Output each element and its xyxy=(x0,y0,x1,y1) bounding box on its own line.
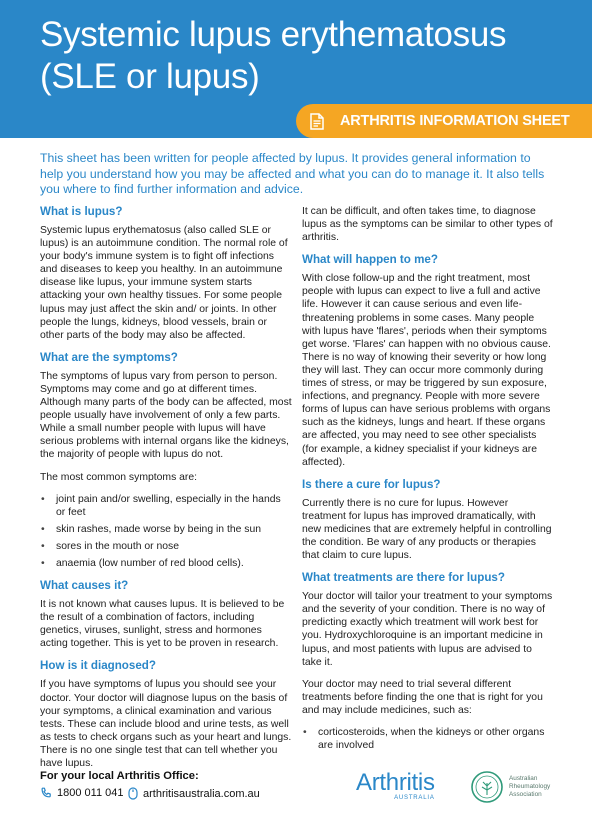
causes-text: It is not known what causes lupus. It is believed to be the result of a combination of factors, including genetics, viruses, sunlight, stress and hormones acting together. This is yet to be proven in research. xyxy=(40,599,285,650)
heading-cure: Is there a cure for lupus? xyxy=(302,477,441,491)
list-item: • corticosteroids, when the kidneys or other organs are involved xyxy=(302,726,554,752)
heading-diagnosed: How is it diagnosed? xyxy=(40,659,156,673)
website-url: arthritisaustralia.com.au xyxy=(143,787,260,800)
ara-name: Australian Rheumatology Association xyxy=(509,775,551,798)
footer xyxy=(0,760,592,838)
symptoms-text: The symptoms of lupus vary from person to person. Symptoms may come and go at different times. Although many parts of the body can be affected, most people usually have involvement of only a few parts. While a small number people with lupus will have serious problems with internal organs like the kidneys, the majority of people with lupus do not. xyxy=(40,370,292,461)
left-column xyxy=(40,205,292,779)
treatments-list xyxy=(302,726,554,752)
list-item: • joint pain and/or swelling, especially in the hands or feet xyxy=(40,493,292,519)
ara-badge-icon xyxy=(471,771,503,803)
banner-label: ARTHRITIS INFORMATION SHEET xyxy=(340,113,570,129)
treatments-list-intro: Your doctor may need to trial several different treatments before finding the one that is right for you and may include medicines, such as: xyxy=(302,678,543,716)
list-item: • anaemia (low number of red blood cells). xyxy=(40,557,292,570)
cure-text: Currently there is no cure for lupus. However treatment for lupus has improved dramatically, with new medicines that are extremely helpful in controlling the condition. Be wary of any products or therapies that claim to cure lupus. xyxy=(302,497,552,562)
intro-paragraph: This sheet has been written for people affected by lupus. It provides general information to help you understand how you may be affected and what you can do to manage it. It also tells you where to find further information and advice. xyxy=(40,151,545,197)
website-link[interactable] xyxy=(128,787,260,800)
diagnosed-text-continued: It can be difficult, and often takes time, to diagnose lupus as the symptoms can be similar to other types of arthritis. xyxy=(302,206,553,244)
symptoms-list-intro: The most common symptoms are: xyxy=(40,471,198,483)
what-will-happen-text: With close follow-up and the right treatment, most people with lupus can expect to live a full and active life. However it can cause serious and even life-threatening problems in some cases. Many people with lupus have 'flares', periods when their symptoms get worse. 'Flares' can happen with no obvious cause. There is no way of knowing their severity or how long they will last. They can occur more commonly during times of stress, or may be triggered by sun exposure, infections, and pregnancy. People with more severe forms of lupus can have serious problems with organs such as the kidneys, lungs and heart. If these organs are affected, you may need to see other specialists (for example, a kidney specialist if your kidneys are affected). xyxy=(302,273,551,468)
arthritis-australia-logo xyxy=(356,770,435,801)
heading-treatments: What treatments are there for lupus? xyxy=(302,571,505,585)
document-icon xyxy=(308,112,326,130)
diagnosed-text: If you have symptoms of lupus you should see your doctor. Your doctor will diagnose lupus on the basis of your symptoms, a clinical examination and various tests. These can include blood and urine tests, as well as tests to check organs such as your heart and lungs. There is no one single test that can tell whether you have lupus. xyxy=(40,679,292,769)
phone-icon xyxy=(40,787,52,799)
logo-subtext: AUSTRALIA xyxy=(394,795,435,801)
treatments-text: Your doctor will tailor your treatment to your symptoms and the severity of your condition. There is no way of predicting exactly which treatment will work best for you. Hydroxychloroquine is an important medicine in lupus, and most patients with lupus are advised to take it. xyxy=(302,591,553,668)
list-item: • skin rashes, made worse by being in the sun xyxy=(40,523,292,536)
logo-wordmark: Arthritis xyxy=(356,769,435,796)
right-column xyxy=(302,205,554,761)
page-title: Systemic lupus erythematosus (SLE or lupus) xyxy=(40,15,507,96)
what-is-lupus-text: Systemic lupus erythematosus (also called SLE or lupus) is an autoimmune condition. The normal role of your body's immune system is to fight off infections and diseases to keep you healthy. In an autoimmune disease like lupus, your immune system starts attacking your own healthy tissues. For some people lupus may just affect the skin and/ or joints. In other people the lungs, kidneys, blood vessels, brain or other parts of the body may also be affected. xyxy=(40,225,288,341)
phone-number: 1800 011 041 xyxy=(57,787,124,799)
heading-what-will-happen: What will happen to me? xyxy=(302,253,438,267)
symptoms-list xyxy=(40,493,292,570)
heading-causes: What causes it? xyxy=(40,579,129,593)
mouse-icon xyxy=(128,787,138,800)
phone-link[interactable] xyxy=(40,787,123,799)
office-label: For your local Arthritis Office: xyxy=(40,770,199,782)
list-item: • sores in the mouth or nose xyxy=(40,540,292,553)
heading-what-is-lupus: What is lupus? xyxy=(40,205,123,218)
info-sheet-banner xyxy=(296,104,592,138)
heading-symptoms: What are the symptoms? xyxy=(40,350,178,364)
